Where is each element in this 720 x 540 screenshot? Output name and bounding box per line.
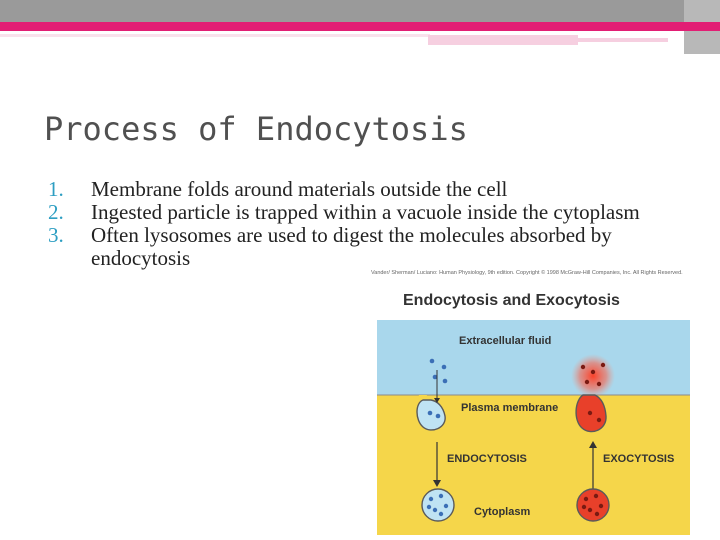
- membrane-label: Plasma membrane: [461, 402, 559, 414]
- step-number: 2.: [48, 200, 64, 224]
- step-number: 1.: [48, 177, 64, 201]
- header-bar-accent: [0, 22, 720, 31]
- step-text: Ingested particle is trapped within a vacuole inside the cytoplasm: [91, 200, 640, 224]
- exocytosis-label: EXOCYTOSIS: [603, 453, 675, 465]
- list-item: [48, 201, 718, 224]
- endocytosis-figure: [371, 270, 697, 538]
- list-item: [48, 224, 718, 270]
- step-text: Membrane folds around materials outside the cell: [91, 177, 508, 201]
- endocytosis-label: ENDOCYTOSIS: [447, 453, 527, 465]
- figure-diagram: [371, 270, 697, 538]
- exo-release-glow: [571, 354, 615, 398]
- extracellular-label: Extracellular fluid: [459, 335, 552, 347]
- extracellular-region: [377, 320, 690, 395]
- step-number: 3.: [48, 223, 64, 247]
- figure-credit: Vander/ Sherman/ Luciano: Human Physiology, 9th edition. Copyright © 1998 McGraw-Hill Companies, Inc. All Rights Reserved.: [371, 270, 683, 276]
- list-item: [48, 178, 718, 201]
- secretory-vesicle: [577, 489, 609, 521]
- cytoplasm-label: Cytoplasm: [474, 506, 531, 518]
- steps-list: [48, 178, 718, 270]
- endocytic-vesicle: [422, 489, 454, 521]
- figure-title: Endocytosis and Exocytosis: [403, 292, 620, 309]
- header-bar-gray: [0, 0, 720, 22]
- slide-title: Process of Endocytosis: [44, 110, 468, 148]
- header-accent-tab-small: [578, 38, 668, 42]
- header-accent-line: [0, 34, 430, 37]
- step-text: Often lysosomes are used to digest the molecules absorbed by endocytosis: [91, 223, 612, 270]
- header-accent-tab: [428, 35, 578, 45]
